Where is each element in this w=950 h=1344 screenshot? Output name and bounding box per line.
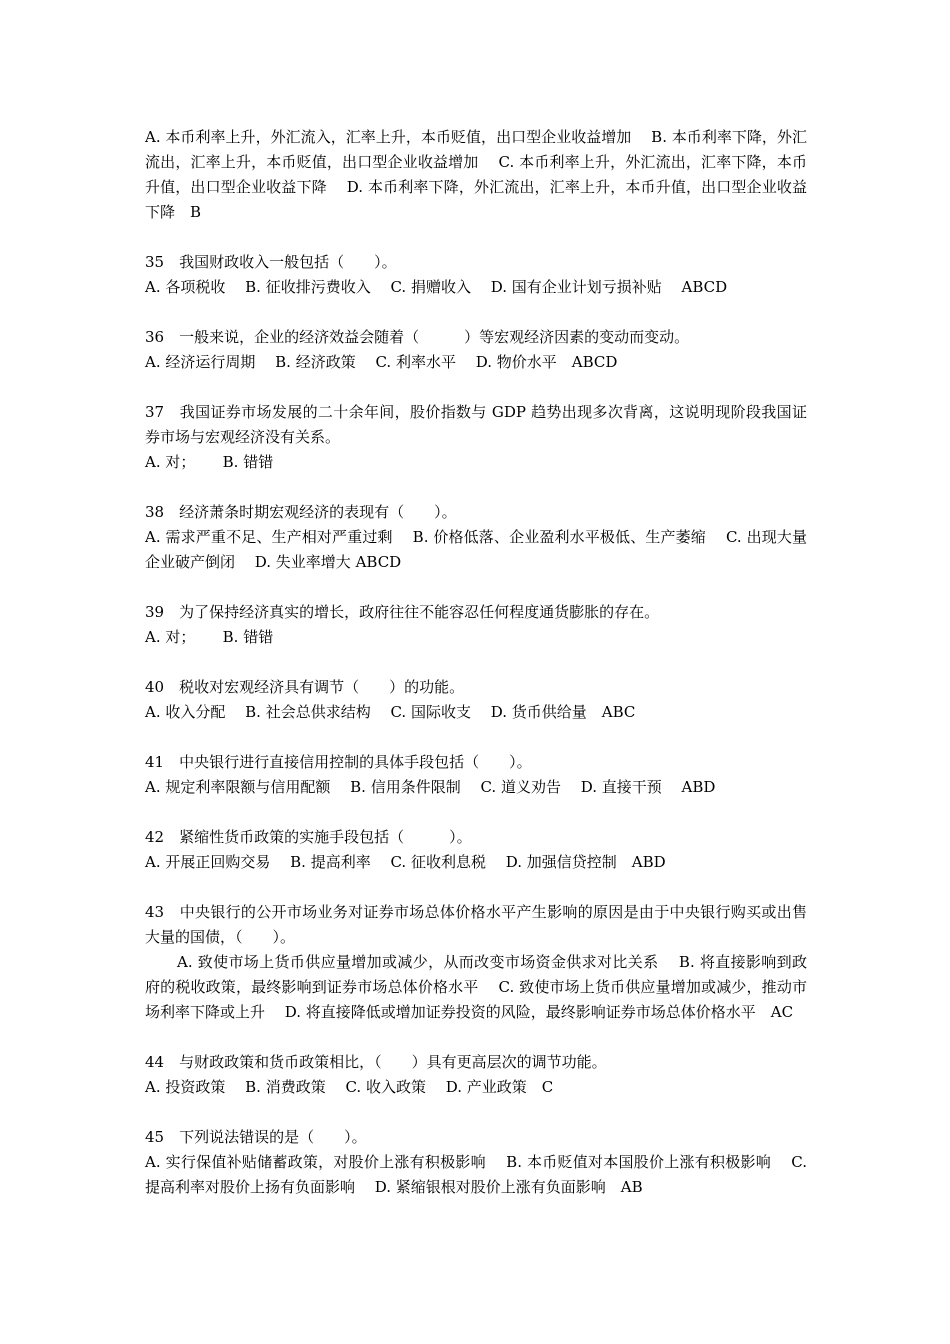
- question-43-block: [145, 900, 807, 1025]
- question-options: A. 各项税收 B. 征收排污费收入 C. 捐赠收入 D. 国有企业计划亏损补贴 ABCD: [145, 278, 728, 296]
- question-34-block: [145, 125, 807, 225]
- question-45-block: [145, 1125, 807, 1200]
- question-39-block: [145, 600, 807, 650]
- question-options: A. 实行保值补贴储蓄政策，对股价上涨有积极影响 B. 本币贬值对本国股价上涨有积极影响 C. 提高利率对股价上扬有负面影响 D. 紧缩银根对股价上涨有负面影响 AB: [145, 1153, 807, 1196]
- question-44-block: [145, 1050, 807, 1100]
- question-options: A. 对； B. 错错: [145, 453, 274, 471]
- question-options: A. 经济运行周期 B. 经济政策 C. 利率水平 D. 物价水平 ABCD: [145, 353, 618, 371]
- question-options: A. 需求严重不足、生产相对严重过剩 B. 价格低落、企业盈利水平极低、生产萎缩 C. 出现大量企业破产倒闭 D. 失业率增大 ABCD: [145, 528, 807, 571]
- question-38-block: [145, 500, 807, 575]
- question-stem: 35 我国财政收入一般包括（ ）。: [145, 253, 397, 271]
- question-options: A. 收入分配 B. 社会总供求结构 C. 国际收支 D. 货币供给量 ABC: [145, 703, 636, 721]
- question-stem: 43 中央银行的公开市场业务对证券市场总体价格水平产生影响的原因是由于中央银行购买或出售大量的国债，（ ）。: [145, 903, 807, 946]
- question-40-block: [145, 675, 807, 725]
- question-41-block: [145, 750, 807, 800]
- question-stem: 44 与财政政策和货币政策相比，（ ）具有更高层次的调节功能。: [145, 1053, 607, 1071]
- question-options: A. 致使市场上货币供应量增加或减少，从而改变市场资金供求对比关系 B. 将直接影响到政府的税收政策，最终影响到证券市场总体价格水平 C. 致使市场上货币供应量增加或减少，推动市场利率下降或上升 D. 将直接降低或增加证券投资的风险，最终影响证券市场总体价格水平 AC: [145, 953, 807, 1021]
- question-stem: 45 下列说法错误的是（ ）。: [145, 1128, 367, 1146]
- question-stem: 38 经济萧条时期宏观经济的表现有（ ）。: [145, 503, 457, 521]
- question-stem: 41 中央银行进行直接信用控制的具体手段包括（ ）。: [145, 753, 532, 771]
- document-body: [145, 125, 807, 1225]
- question-stem: 42 紧缩性货币政策的实施手段包括（ ）。: [145, 828, 472, 846]
- question-options: A. 对； B. 错错: [145, 628, 274, 646]
- question-options: A. 规定利率限额与信用配额 B. 信用条件限制 C. 道义劝告 D. 直接干预 ABD: [145, 778, 716, 796]
- question-36-block: [145, 325, 807, 375]
- question-37-block: [145, 400, 807, 475]
- question-34-options: A. 本币利率上升，外汇流入，汇率上升，本币贬值，出口型企业收益增加 B. 本币利率下降，外汇流出，汇率上升，本币贬值，出口型企业收益增加 C. 本币利率上升，外汇流出，汇率下降，本币升值，出口型企业收益下降 D. 本币利率下降，外汇流出，汇率上升，本币升值，出口型企业收益下降 B: [145, 128, 807, 221]
- question-stem: 40 税收对宏观经济具有调节（ ）的功能。: [145, 678, 465, 696]
- question-35-block: [145, 250, 807, 300]
- question-stem: 36 一般来说，企业的经济效益会随着（ ）等宏观经济因素的变动而变动。: [145, 328, 690, 346]
- question-42-block: [145, 825, 807, 875]
- question-options: A. 开展正回购交易 B. 提高利率 C. 征收利息税 D. 加强信贷控制 ABD: [145, 853, 666, 871]
- question-stem: 37 我国证券市场发展的二十余年间，股价指数与 GDP 趋势出现多次背离，这说明现阶段我国证券市场与宏观经济没有关系。: [145, 403, 807, 446]
- question-options: A. 投资政策 B. 消费政策 C. 收入政策 D. 产业政策 C: [145, 1078, 554, 1096]
- question-stem: 39 为了保持经济真实的增长，政府往往不能容忍任何程度通货膨胀的存在。: [145, 603, 660, 621]
